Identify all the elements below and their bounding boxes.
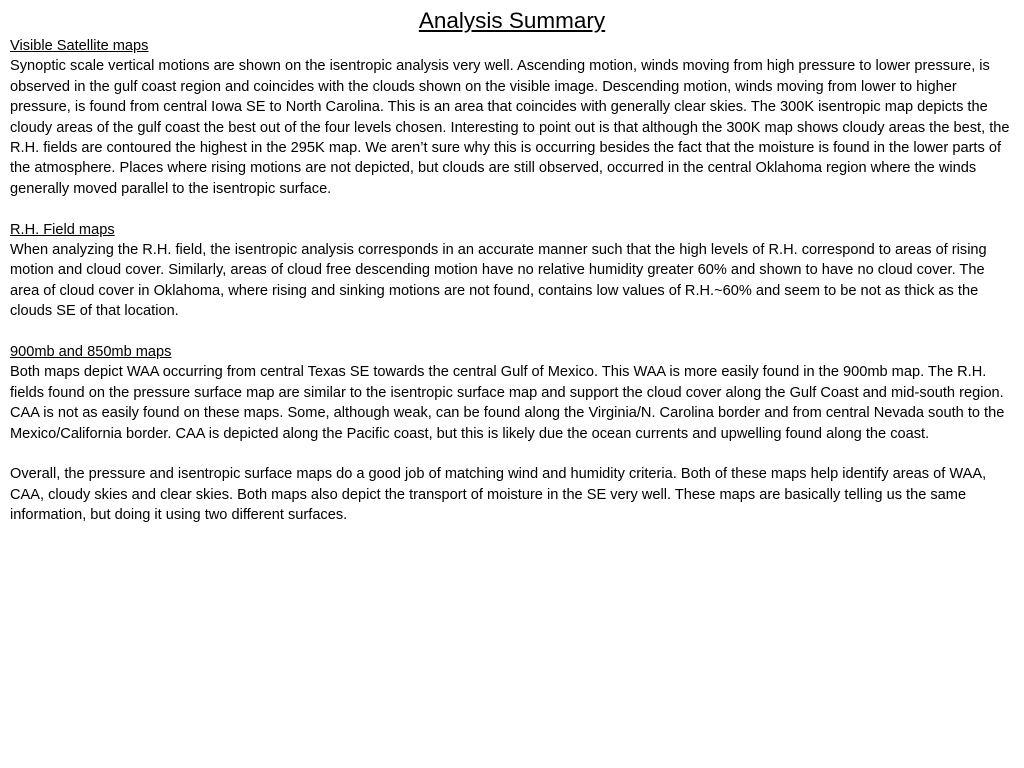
section-paragraph: Both maps depict WAA occurring from central Texas SE towards the central Gulf of Mexico. This WAA is more easily found in the 900mb map. The R.H. fields found on the pressure surface map are similar to the isentropic surface map and support the cloud cover along the Gulf Coast and mid-south region. [10, 364, 1004, 401]
section-paragraph: When analyzing the R.H. field, the isentropic analysis corresponds in an accurate manner such that the high levels of R.H. correspond to areas of rising motion and cloud cover. Similarly, areas of cloud free descending motion have no relative humidity greater 60% and shown to have no cloud cover. The area of cloud cover in Oklahoma, where rising and sinking motions are not found, contains low values of R.H.~60% and seem to be not as thick as the clouds SE of that location. [10, 242, 987, 320]
page-title: Analysis Summary [418, 8, 606, 33]
section-visible-satellite [10, 36, 1014, 199]
section-heading: 900mb and 850mb maps [10, 344, 172, 361]
section-900mb-850mb [10, 342, 1014, 444]
slide-body [10, 36, 1014, 526]
section-paragraph: Synoptic scale vertical motions are shown on the isentropic analysis very well. Ascending motion, winds moving from high pressure to lower pressure, is observed in the gulf coast region and coincides with the clouds shown on the visible image. Descending motion, winds moving from lower to higher pressure, is found from central Iowa SE to North Carolina. This is an area that coincides with generally clear skies. The 300K isentropic map depicts the cloudy areas of the gulf coast the best out of the four levels chosen. Interesting to point out is that although the 300K map shows cloudy areas the best, the R.H. fields are contoured the highest in the 295K map. We aren’t sure why this is occurring besides the fact that the moisture is found in the lower parts of the atmosphere. Places where rising motions are not depicted, but clouds are still observed, occurred in the central Oklahoma region where the winds generally moved parallel to the isentropic surface. [10, 58, 1010, 197]
section-rh-field [10, 220, 1014, 322]
section-heading: Visible Satellite maps [10, 38, 149, 54]
section-paragraph: Overall, the pressure and isentropic surface maps do a good job of matching wind and humidity criteria. Both of these maps help identify areas of WAA, CAA, cloudy skies and clear skies. Both maps also depict the transport of moisture in the SE very well. These maps are basically telling us the same information, but doing it using two different surfaces. [10, 466, 987, 524]
section-heading: R.H. Field maps [10, 221, 115, 238]
section-paragraph: CAA is not as easily found on these maps. Some, although weak, can be found along the Virginia/N. Carolina border and from central Nevada south to the Mexico/California border. CAA is depicted along the Pacific coast, but this is likely due the ocean currents and upwelling found along the coast. [10, 405, 1005, 442]
section-overall [10, 464, 1014, 525]
